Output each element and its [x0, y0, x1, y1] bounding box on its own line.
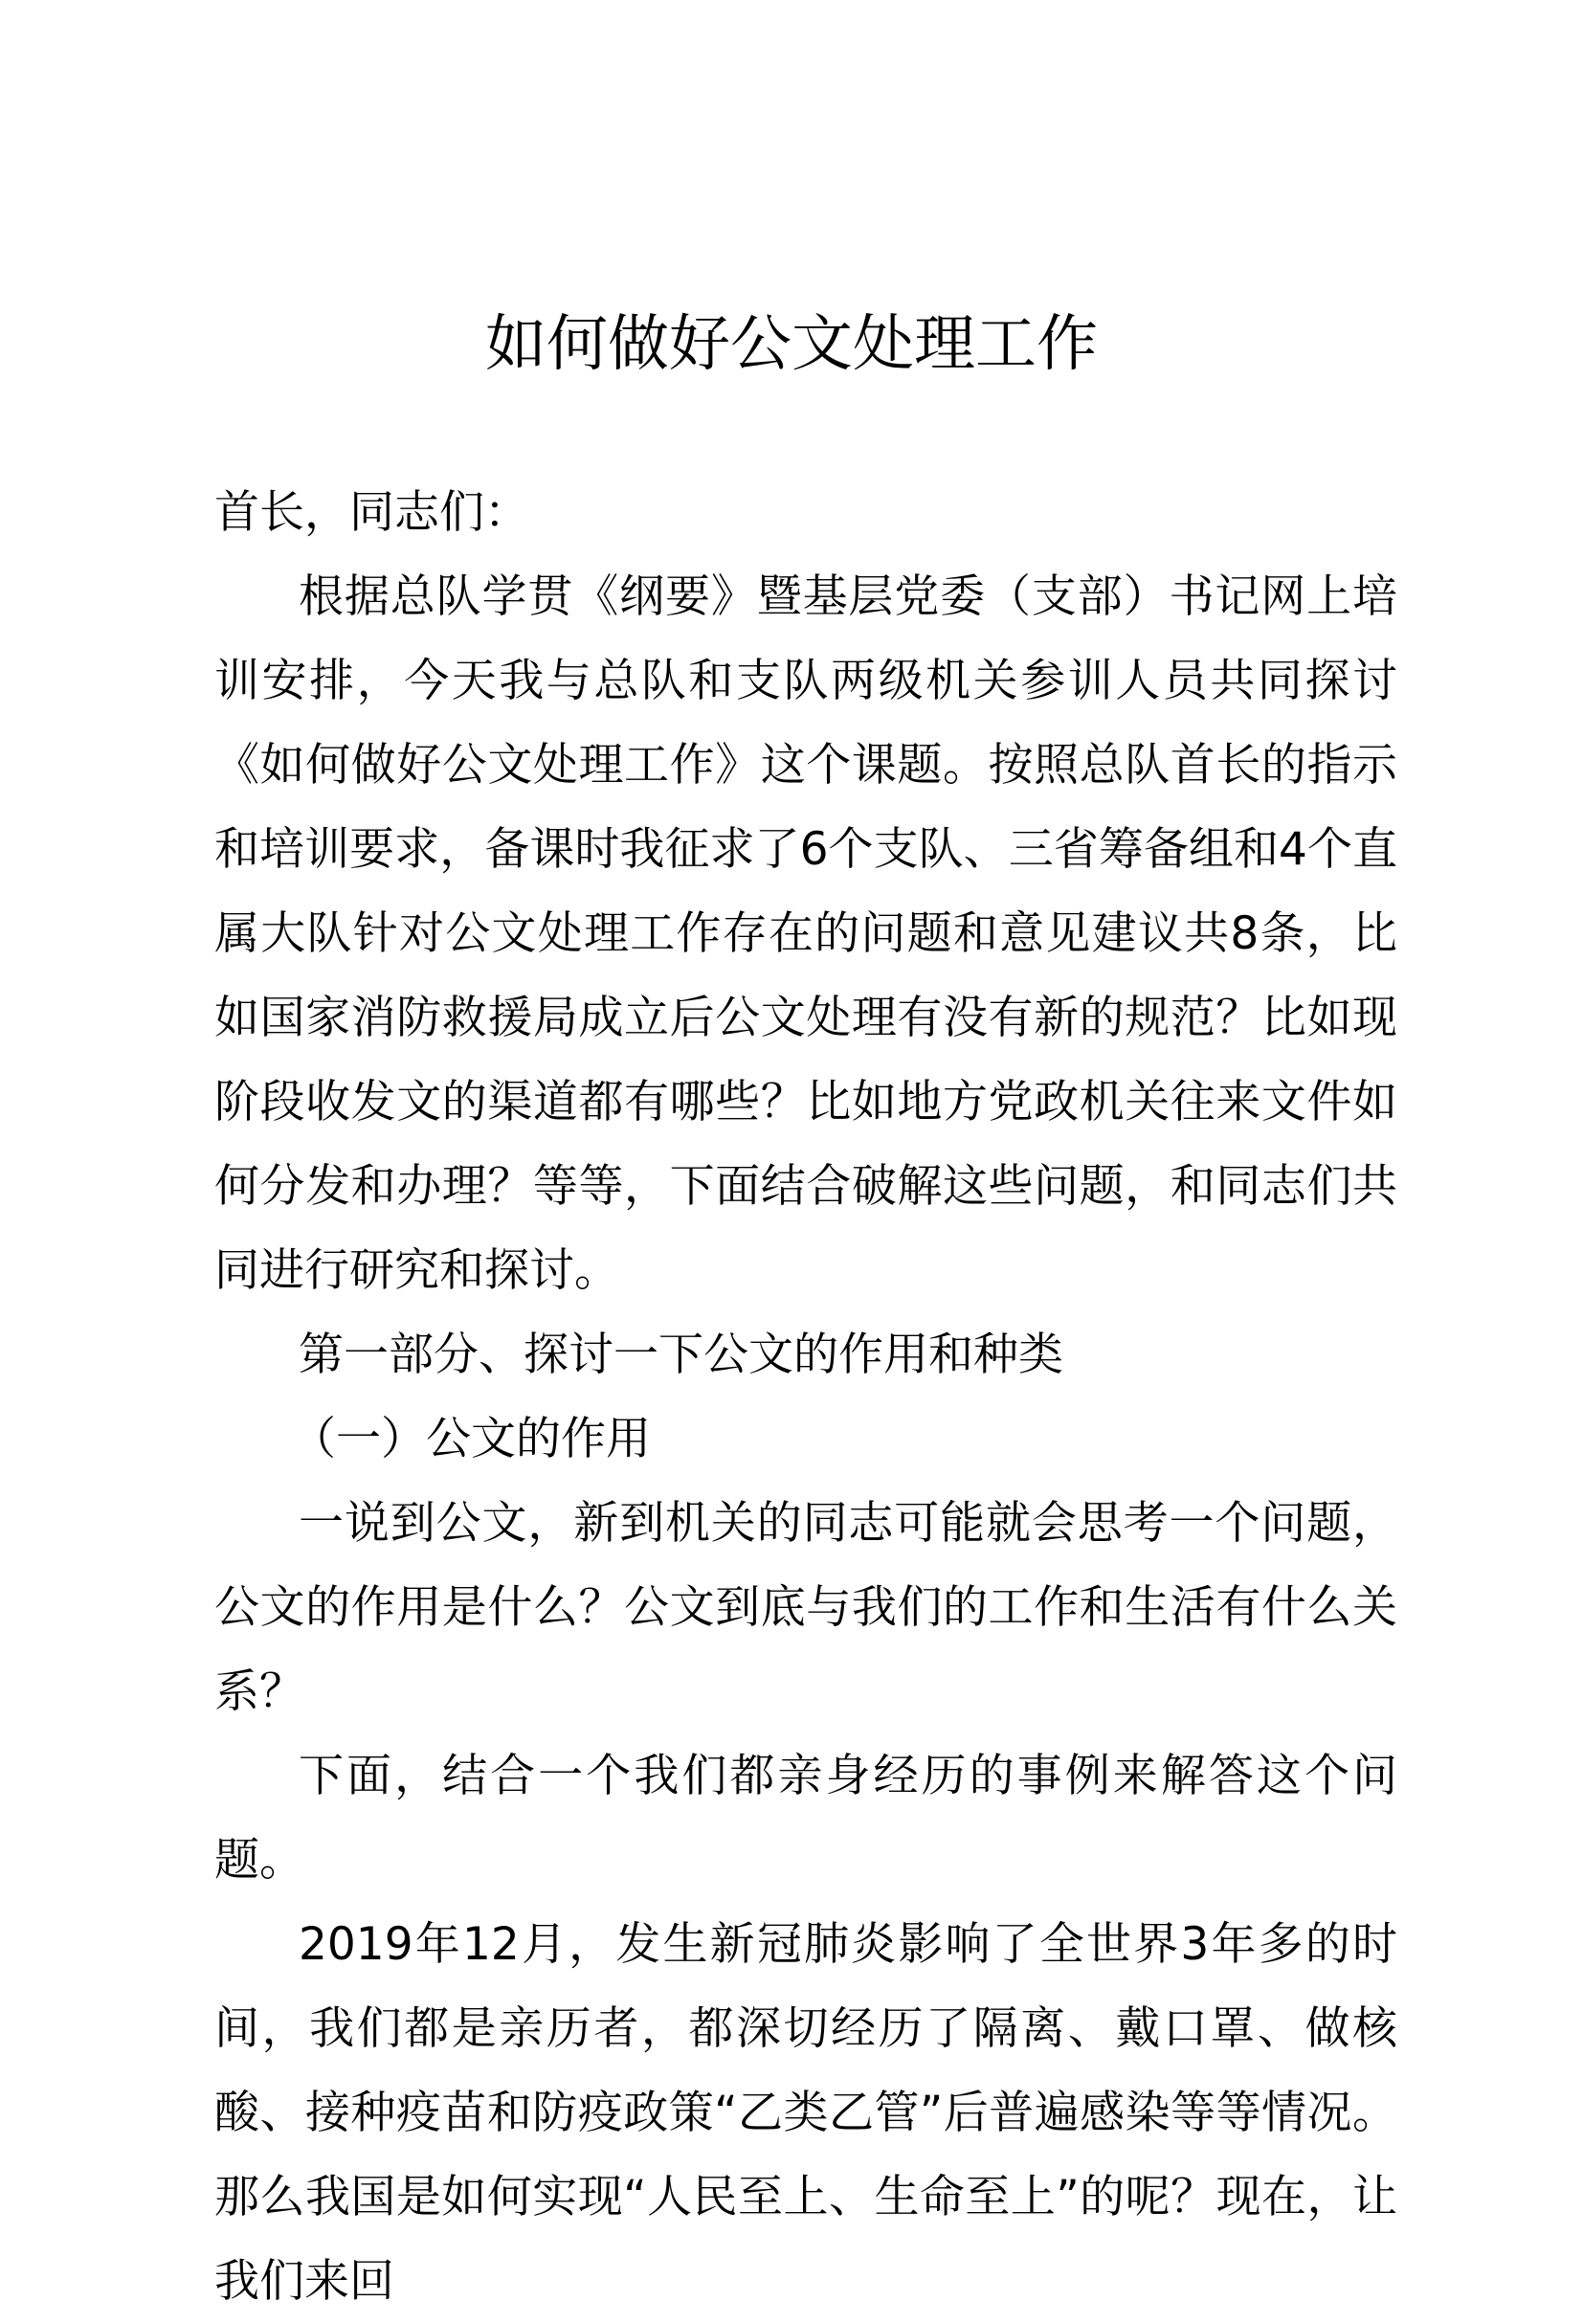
document-title: 如何做好公文处理工作	[485, 309, 1098, 380]
section-heading-part-one: 第一部分、探讨一下公文的作用和种类	[299, 1329, 1063, 1381]
paragraph-question: 一说到公文，新到机关的同志可能就会思考一个问题，公文的作用是什么？公文到底与我们的工作和生活有什么关系？	[214, 1497, 1397, 1718]
paragraph-transition: 下面，结合一个我们都亲身经历的事例来解答这个问题。	[214, 1750, 1397, 1887]
paragraph-intro: 根据总队学贯《纲要》暨基层党委（支部）书记网上培训安排，今天我与总队和支队两级机关参训人员共同探讨《如何做好公文处理工作》这个课题。按照总队首长的指示和培训要求，备课时我征求了6个支队、三省筹备组和4个直属大队针对公文处理工作存在的问题和意见建议共8条，比如国家消防救援局成立后公文处理有没有新的规范？比如现阶段收发文的渠道都有哪些？比如地方党政机关往来文件如何分发和办理？等等，下面结合破解这些问题，和同志们共同进行研究和探讨。	[214, 570, 1397, 1297]
subsection-heading-role: （一）公文的作用	[291, 1413, 651, 1465]
paragraph-covid-example: 2019年12月，发生新冠肺炎影响了全世界3年多的时间，我们都是亲历者，都深切经历了隔离、戴口罩、做核酸、接种疫苗和防疫政策“乙类乙管”后普遍感染等等情况。那么我国是如何实现“人民至上、生命至上”的呢？现在，让我们来回	[214, 1918, 1397, 2308]
salutation: 首长，同志们：	[214, 486, 529, 539]
document-body	[214, 471, 1397, 2324]
